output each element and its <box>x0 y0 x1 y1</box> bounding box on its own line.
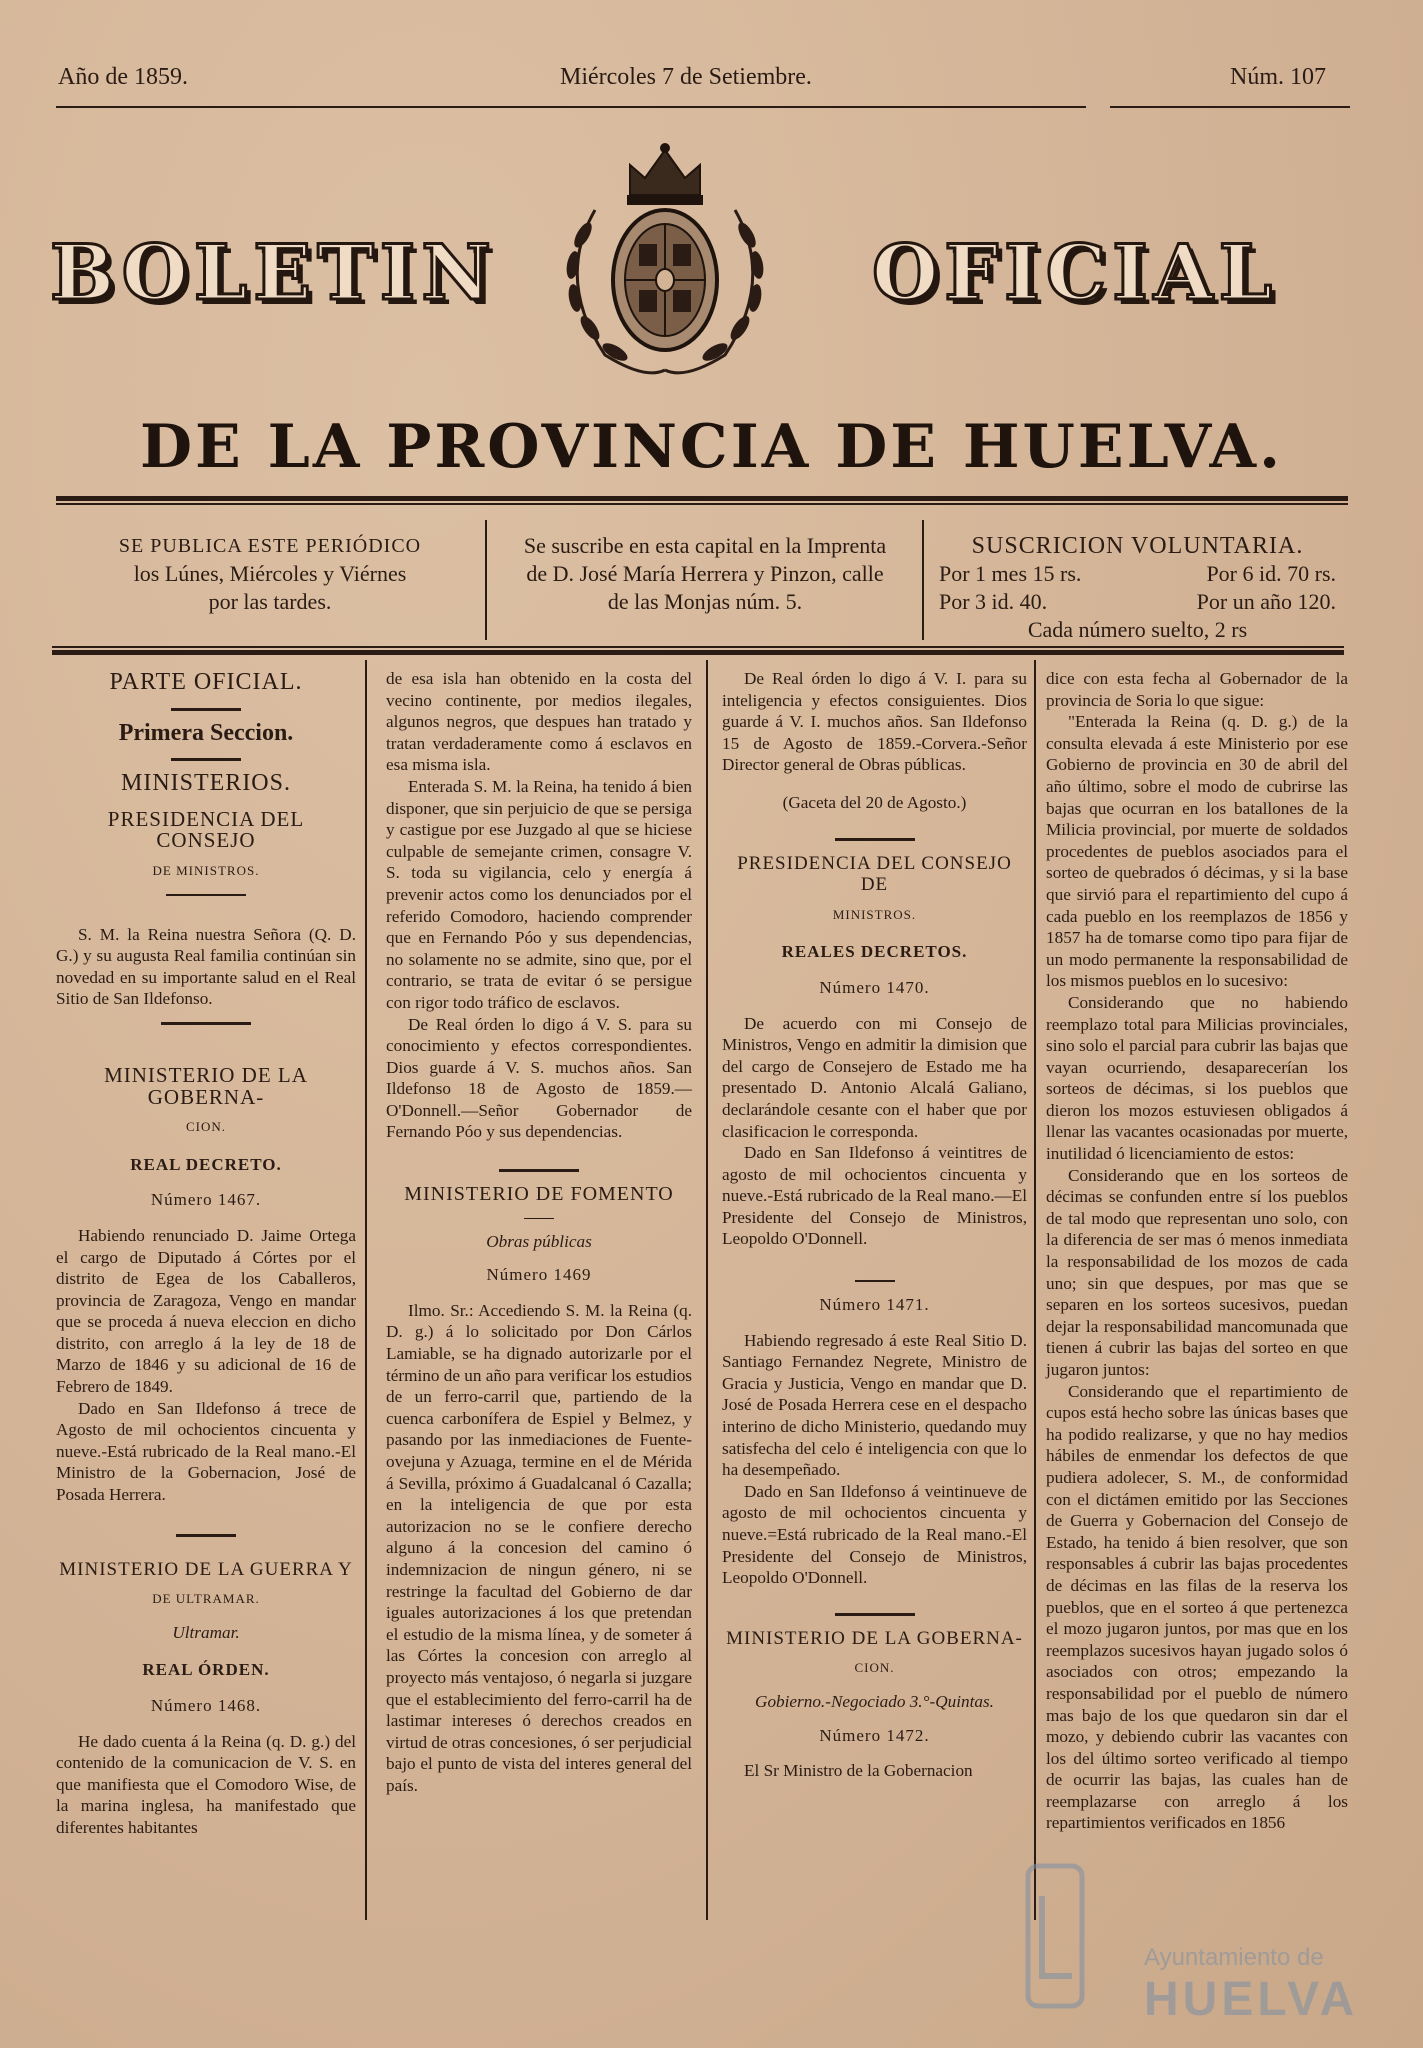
info-left-line: los Lúnes, Miércoles y Viérnes <box>133 561 407 586</box>
paragraph: Considerando que no habiendo reemplazo total para Milicias provinciales, sino solo el parcial para cubrir las bajas que vayan ocurriendo, desaparecerían los sorteos de décimas, si los pueblos que dieron los mozos estuviesen obligados á llenar las vacantes ocasionadas por muerte, inutilidad ó licenciamiento de estos: <box>1046 992 1348 1164</box>
header-rule-right <box>1110 106 1350 108</box>
issue-year: Año de 1859. <box>58 64 188 90</box>
section-heading: Primera Seccion. <box>118 719 294 746</box>
ornament-rule <box>171 708 241 711</box>
paragraph: "Enterada la Reina (q. D. g.) de la consulta elevada á este Ministerio por ese Gobierno de provincia en 30 de abril del año último, sobre el modo de cubrirse las bajas que ocurran en los batallones de la Milicia provincial, por muerte de soldados procedentes de pueblos asociados para el sorteo de quebrados ó décimas, y si la base que sirvió para el repartimiento del cupo á cada pueblo en los reemplazos de 1856 y 1857 ha de tomarse como tipo para fijar de un modo permanente la responsabilidad de los mismos pueblos en lo sucesivo: <box>1046 712 1348 991</box>
ministry-subheading: MINISTROS. <box>832 906 917 922</box>
price-single: Cada número suelto, 2 rs <box>1027 617 1248 642</box>
column-4 <box>1046 668 1348 1834</box>
info-rule-bottom <box>52 650 1344 655</box>
info-subscription <box>490 532 920 616</box>
price-row: Por 1 mes 15 rs. <box>939 561 1082 586</box>
paragraph: Dado en San Ildefonso á trece de Agosto de mil ochocientos cincuenta y nueve.-Está rubricado de la Real mano.-El Ministro de la Gobernacion, José de Posada Herrera. <box>56 1398 356 1505</box>
paragraph: Ilmo. Sr.: Accediendo S. M. la Reina (q. D. g.) á lo solicitado por Don Cárlos Lamiable, se ha dignado autorizarle por el término de un año para verificar los estudios de un ferro-carril que, partiendo de la cuenca carbonífera de Espiel y Belmez, y pasando por las inmediaciones de Fuente-ovejuna y Azuaga, termine en el de Mérida á Sevilla, próximo á Guadalcanal ó Cazalla; en la inteligencia de que por esta autorizacion no se le confiere derecho alguno á la concesion del camino ó indemnizacion de ningun género, ni se restringe la facultad del Gobierno de dar iguales autorizaciones á los que pretendan el estudio de la misma línea, y de someter á las Córtes la concesion con arreglo al proyecto más ventajoso, ó negarla si juzgare que el establecimiento del ferro-carril ha de lastimar intereses ó derechos creados en virtud de otras concesiones, ó ser perjudicial bajo el punto de vista del interes general del país. <box>386 1300 692 1795</box>
ornament-rule <box>855 1280 895 1282</box>
watermark-line1: Ayuntamiento de <box>1144 1944 1324 1971</box>
paragraph: Considerando que el repartimiento de cupos está hecho sobre las únicas bases que ha podido realizarse, y que no hay medios hábiles de enmendar los defectos de que pudiera adolecer, S. M., de conformidad con el dictámen emitido por las Secciones de Guerra y Gobernacion del Consejo de Estado, ha tenido á bien resolver, que son responsables á cubrir las bajas procedentes de décimas en las filas de la reserva los pueblos, que en el sorteo á que pertenezca el mozo jugaron juntos, por mas que en los reemplazos sucesivos hayan jugado solos ó asociados con otros; empezando la responsabilidad por el pueblo de número mas bajo de los que quedaron sin dar el mozo, y debiendo cubrir las vacantes con los del último sorteo verificado al tiempo de ocurrir las bajas, las cuales han de reemplazarse con arreglo á los repartimientos verificados en 1856 <box>1046 1381 1348 1833</box>
info-left-line: por las tardes. <box>208 589 332 614</box>
ornament-rule <box>835 838 915 841</box>
ministry-subheading: DE MINISTROS. <box>152 862 260 878</box>
issue-date: Miércoles 7 de Setiembre. <box>560 64 812 90</box>
section-heading: PARTE OFICIAL. <box>109 669 303 695</box>
info-divider <box>485 520 487 640</box>
info-rule-bottom-thin <box>52 646 1344 648</box>
info-left-line: SE PUBLICA ESTE PERIÓDICO <box>118 535 422 557</box>
ornament-rule <box>176 1534 236 1537</box>
decree-heading: REAL DECRETO. <box>130 1154 282 1174</box>
column-divider <box>706 660 708 1920</box>
info-publication <box>80 532 460 616</box>
masthead-subtitle: DE LA PROVINCIA DE HUELVA. <box>140 412 1283 482</box>
column-2 <box>386 668 692 1797</box>
ornament-rule <box>166 894 246 896</box>
masthead-word-right: OFICIAL <box>872 228 1279 317</box>
column-divider <box>1034 660 1036 1920</box>
ministry-heading: MINISTERIO DE FOMENTO <box>404 1183 674 1206</box>
coat-of-arms-icon <box>535 140 795 390</box>
source-citation: (Gaceta del 20 de Agosto.) <box>782 792 967 812</box>
header-rule-left <box>56 106 1086 108</box>
paragraph: de esa isla han obtenido en la costa del vecino continente, por medios ilegales, algunos negros, que despues han tratado y tratan verdaderamente como á esclavos en esa misma isla. <box>386 669 692 775</box>
prices-title: SUSCRICION VOLUNTARIA. <box>971 533 1304 559</box>
decree-number: Número 1471. <box>819 1295 930 1315</box>
decree-number: Número 1470. <box>819 977 930 997</box>
ministry-heading: MINISTERIO DE LA GOBERNA- <box>726 1627 1023 1649</box>
price-row: Por un año 120. <box>1196 589 1336 614</box>
paragraph: He dado cuenta á la Reina (q. D. g.) del contenido de la comunicacion de V. S. en que manifiesta que el Comodoro Wise, de la marina inglesa, ha manifestado que diferentes habitantes <box>56 1731 356 1837</box>
section-heading: MINISTERIOS. <box>120 770 291 797</box>
subsection-heading: Gobierno.-Negociado 3.°-Quintas. <box>755 1691 994 1711</box>
ornament-rule <box>499 1169 579 1172</box>
info-middle-line: Se suscribe en esta capital en la Imprenta <box>523 533 887 558</box>
ornament-rule <box>835 1613 915 1616</box>
seal-icon <box>1022 1856 1092 2016</box>
paragraph: De acuerdo con mi Consejo de Ministros, Vengo en admitir la dimision que del cargo de Consejero de Estado me ha presentado D. Antonio Alcalá Galiano, declarándole cesante con el haber que por clasificacion le corresponda. <box>722 1013 1027 1141</box>
ornament-rule <box>524 1218 554 1219</box>
decree-number: Número 1468. <box>150 1696 262 1715</box>
decree-number: Número 1472. <box>819 1725 930 1745</box>
ministry-heading: MINISTERIO DE LA GOBERNA- <box>104 1062 308 1109</box>
ministry-subheading: CION. <box>185 1119 227 1135</box>
paragraph: De Real órden lo digo á V. I. para su inteligencia y efectos consiguientes. Dios guarde á V. I. muchos años. San Ildefonso 15 de Agosto de 1859.-Corvera.-Señor Director general de Obras públicas. <box>722 669 1027 775</box>
paragraph: Considerando que en los sorteos de décimas se confunden entre sí los pueblos de tal modo que representan uno solo, con la diferencia de ser mas ó menos inmediata la responsabilidad de los mozos de cada uno; sin que despues, por mas que se separen en los sorteos sucesivos, puedan dejar la responsabilidad mancomunada que tienen á cubrir las bajas del sorteo en que jugaron juntos: <box>1046 1165 1348 1379</box>
paragraph: dice con esta fecha al Gobernador de la provincia de Soria lo que sigue: <box>1046 669 1348 710</box>
paragraph: El Sr Ministro de la Gobernacion <box>744 1761 973 1781</box>
issue-number: Núm. 107 <box>1230 64 1326 90</box>
info-middle-line: de las Monjas núm. 5. <box>607 589 803 614</box>
paragraph: De Real órden lo digo á V. S. para su conocimiento y efectos correspondientes. Dios guarde á V. S. muchos años. San Ildefonso 18 de Agosto de 1859.—O'Donnell.—Señor Gobernador de Fernando Póo y sus dependencias. <box>386 1014 692 1142</box>
masthead-word-left: BOLETIN <box>50 228 497 317</box>
paragraph: Dado en San Ildefonso á veintitres de agosto de mil ochocientos cincuenta y nueve.-Está rubricado de la Real mano.—El Presidente del Consejo de Ministros, Leopoldo O'Donnell. <box>722 1143 1027 1249</box>
info-divider <box>922 520 924 640</box>
info-rule-top-thin <box>56 503 1348 505</box>
paragraph: Enterada S. M. la Reina, ha tenido á bien disponer, que sin perjuicio de que se persiga y castigue por ese Juzgado al que se hiciese culpable de semejante crimen, consagre V. S. toda su vigilancia, celo y energía á prevenir actos como los denunciados por el referido Comodoro, haciendo comprender que en Fernando Póo y sus dependencias, no solamente no se admite, sino que, por el contrario, se trata de evitar ó se persigue con rigor todo tráfico de esclavos. <box>386 776 692 1012</box>
column-3 <box>722 668 1027 1782</box>
decree-heading: REAL ÓRDEN. <box>142 1660 270 1680</box>
price-row: Por 3 id. 40. <box>939 589 1048 614</box>
column-1 <box>56 668 356 1839</box>
ministry-heading: PRESIDENCIA DEL CONSEJO DE <box>737 852 1012 896</box>
decree-number: Número 1469 <box>486 1265 592 1285</box>
decree-heading: REALES DECRETOS. <box>781 942 968 962</box>
paragraph: Dado en San Ildefonso á veintinueve de agosto de mil ochocientos cincuenta y nueve.=Está rubricado de la Real mano.-El Presidente del Consejo de Ministros, Leopoldo O'Donnell. <box>722 1481 1027 1588</box>
ministry-subheading: CION. <box>854 1660 895 1676</box>
ornament-rule <box>161 1022 251 1025</box>
paragraph: Habiendo renunciado D. Jaime Ortega el cargo de Diputado á Córtes por el distrito de Egea de los Caballeros, provincia de Zaragoza, Vengo en mandar que se proceda á nueva eleccion en dicho distrito, con arreglo á la ley de 18 de Marzo de 1846 y su adicional de 16 de Febrero de 1849. <box>56 1225 356 1397</box>
ministry-heading: MINISTERIO DE LA GUERRA Y <box>59 1558 353 1580</box>
subsection-heading: Ultramar. <box>172 1622 240 1642</box>
paragraph: S. M. la Reina nuestra Señora (Q. D. G.) y su augusta Real familia continúan sin novedad en su importante salud en el Real Sitio de San Ildefonso. <box>56 924 356 1009</box>
subsection-heading: Obras públicas <box>486 1231 592 1251</box>
watermark-line2: HUELVA <box>1144 1973 1359 2026</box>
price-row: Por 6 id. 70 rs. <box>1206 561 1336 586</box>
info-rule-top <box>56 496 1348 501</box>
paragraph: Habiendo regresado á este Real Sitio D. Santiago Fernandez Negrete, Ministro de Gracia y Justicia, Vengo en mandar que D. José de Posada Herrera cese en el despacho interino de dicho Ministerio, quedando muy satisfecha del celo é inteligencia con que lo ha desempeñado. <box>722 1330 1027 1480</box>
info-middle-line: de D. José María Herrera y Pinzon, calle <box>526 561 884 586</box>
ministry-subheading: DE ULTRAMAR. <box>152 1591 260 1607</box>
info-prices <box>935 532 1340 644</box>
ornament-rule <box>171 758 241 761</box>
column-divider <box>365 660 367 1920</box>
decree-number: Número 1467. <box>150 1190 262 1210</box>
ministry-heading: PRESIDENCIA DEL CONSEJO <box>107 806 305 853</box>
